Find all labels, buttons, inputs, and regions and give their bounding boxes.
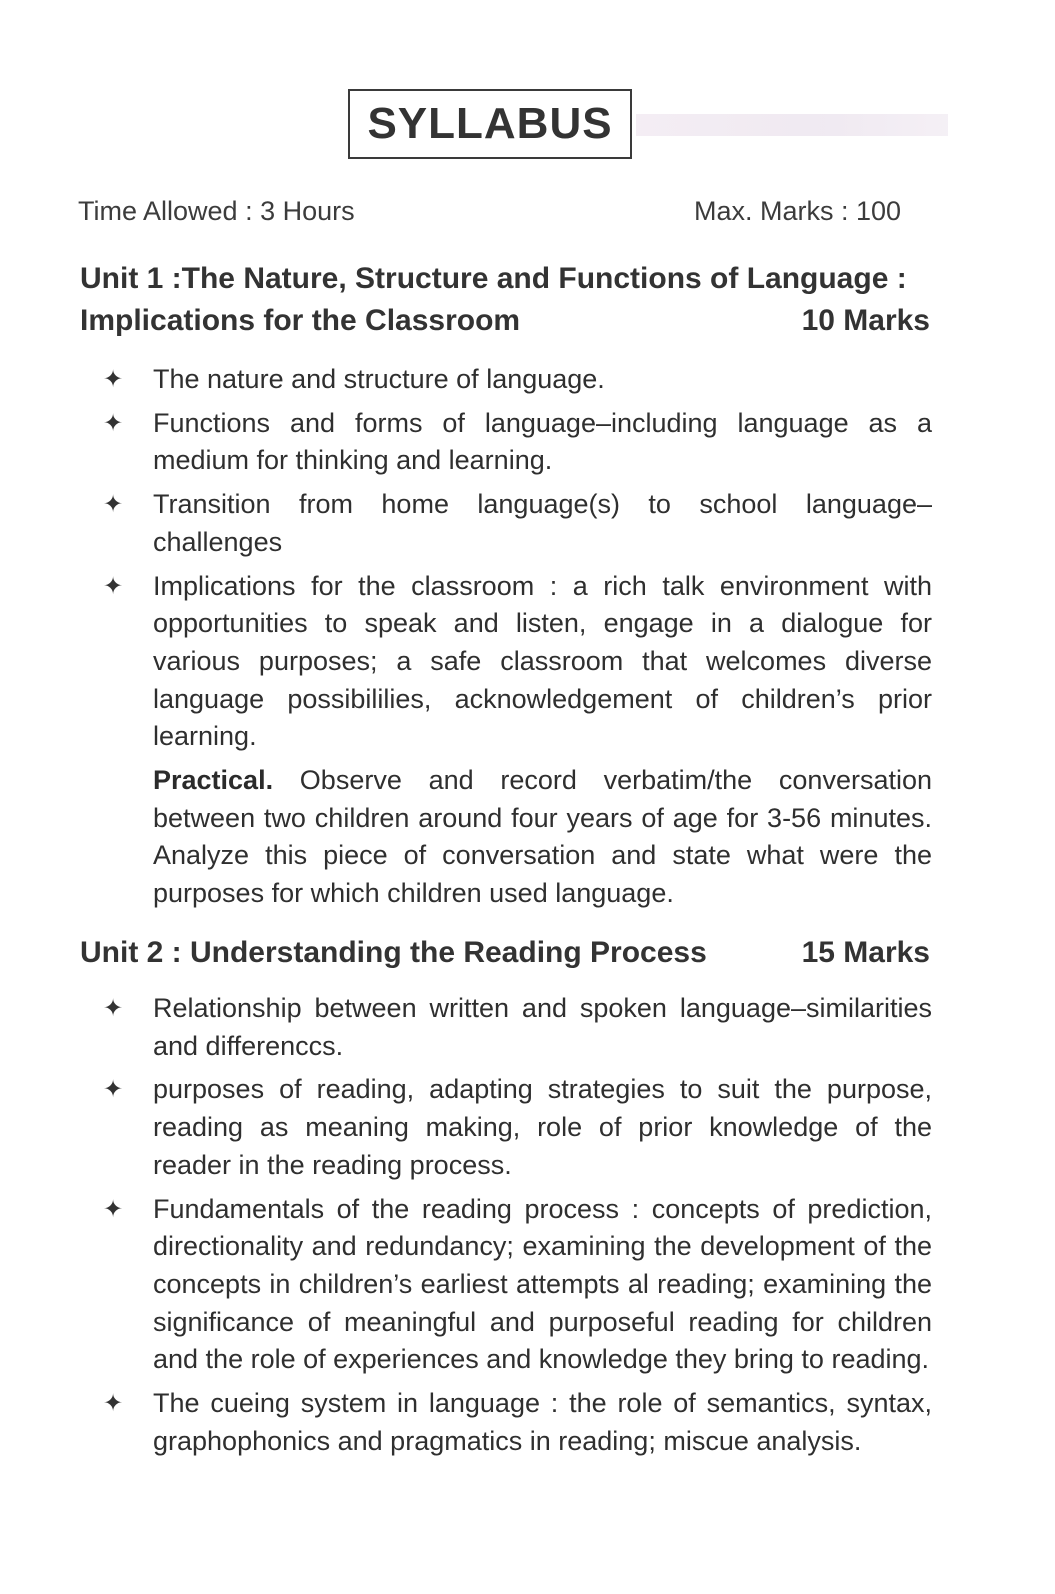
unit2-title: Unit 2 : Understanding the Reading Process xyxy=(80,936,707,969)
bullet-star-icon: ✦ xyxy=(103,995,124,1022)
practical-text: Observe and record verbatim/the conversation between two children around four years of age for 3-56 minutes. Analyze this piece of conversation and state what were the purposes for which children used language. xyxy=(153,765,932,909)
list-item xyxy=(100,405,932,480)
unit1-topic-list xyxy=(100,361,932,913)
list-item-text: The cueing system in language : the role of semantics, syntax, graphophonics and pragmatics in reading; miscue analysis. xyxy=(153,1388,932,1456)
unit1-marks: 10 Marks xyxy=(801,304,930,337)
bullet-star-icon: ✦ xyxy=(103,1390,124,1418)
list-item-text: Relationship between written and spoken language–similarities and differenccs. xyxy=(153,993,932,1061)
unit2-heading xyxy=(80,932,930,974)
list-item-text: Implications for the classroom : a rich talk environment with opportunities to speak and listen, engage in a dialogue for various purposes; a safe classroom that welcomes diverse language possibililies, acknowledgement of children’s prior learning. xyxy=(153,570,932,752)
unit1-subtitle: Implications for the Classroom xyxy=(80,304,521,337)
unit1-practical xyxy=(100,762,932,913)
bullet-star-icon: ✦ xyxy=(103,491,124,519)
unit2-topic-list xyxy=(100,990,932,1460)
unit2-marks: 15 Marks xyxy=(801,936,930,969)
list-item xyxy=(100,361,932,399)
list-item xyxy=(100,1071,932,1184)
list-item xyxy=(100,990,932,1065)
bullet-star-icon: ✦ xyxy=(103,572,124,600)
bullet-star-icon: ✦ xyxy=(103,1195,124,1223)
list-item-text: Functions and forms of language–including language as a medium for thinking and learning. xyxy=(153,407,932,476)
list-item-text: The nature and structure of language. xyxy=(153,364,605,394)
list-item xyxy=(100,486,932,561)
page-title: SYLLABUS xyxy=(348,89,632,159)
bullet-star-icon: ✦ xyxy=(103,1076,124,1104)
bullet-star-icon: ✦ xyxy=(103,366,124,393)
print-smudge xyxy=(636,114,948,136)
list-item xyxy=(100,1385,932,1460)
list-item-text: Transition from home language(s) to school language–challenges xyxy=(153,489,932,557)
list-item-text: purposes of reading, adapting strategies to suit the purpose, reading as meaning making, role of prior knowledge of the reader in the reading process. xyxy=(153,1074,932,1180)
unit1-heading-line2 xyxy=(80,300,930,342)
unit1-heading xyxy=(80,258,930,342)
list-item xyxy=(100,1191,932,1380)
time-allowed: Time Allowed : 3 Hours xyxy=(78,196,355,226)
list-item xyxy=(100,568,932,757)
list-item-text: Fundamentals of the reading process : concepts of prediction, directionality and redundancy; examining the development of the concepts in children’s earliest attempts al reading; examining the significance of meaningful and purposeful reading for children and the role of experiences and knowledge they bring to reading. xyxy=(153,1193,932,1375)
unit1-title: Unit 1 :The Nature, Structure and Functions of Language : xyxy=(80,262,907,295)
unit1-heading-line1 xyxy=(80,258,930,300)
unit2-heading-line xyxy=(80,932,930,974)
bullet-star-icon: ✦ xyxy=(103,409,124,437)
practical-label: Practical. xyxy=(153,765,274,796)
max-marks: Max. Marks : 100 xyxy=(694,196,902,226)
